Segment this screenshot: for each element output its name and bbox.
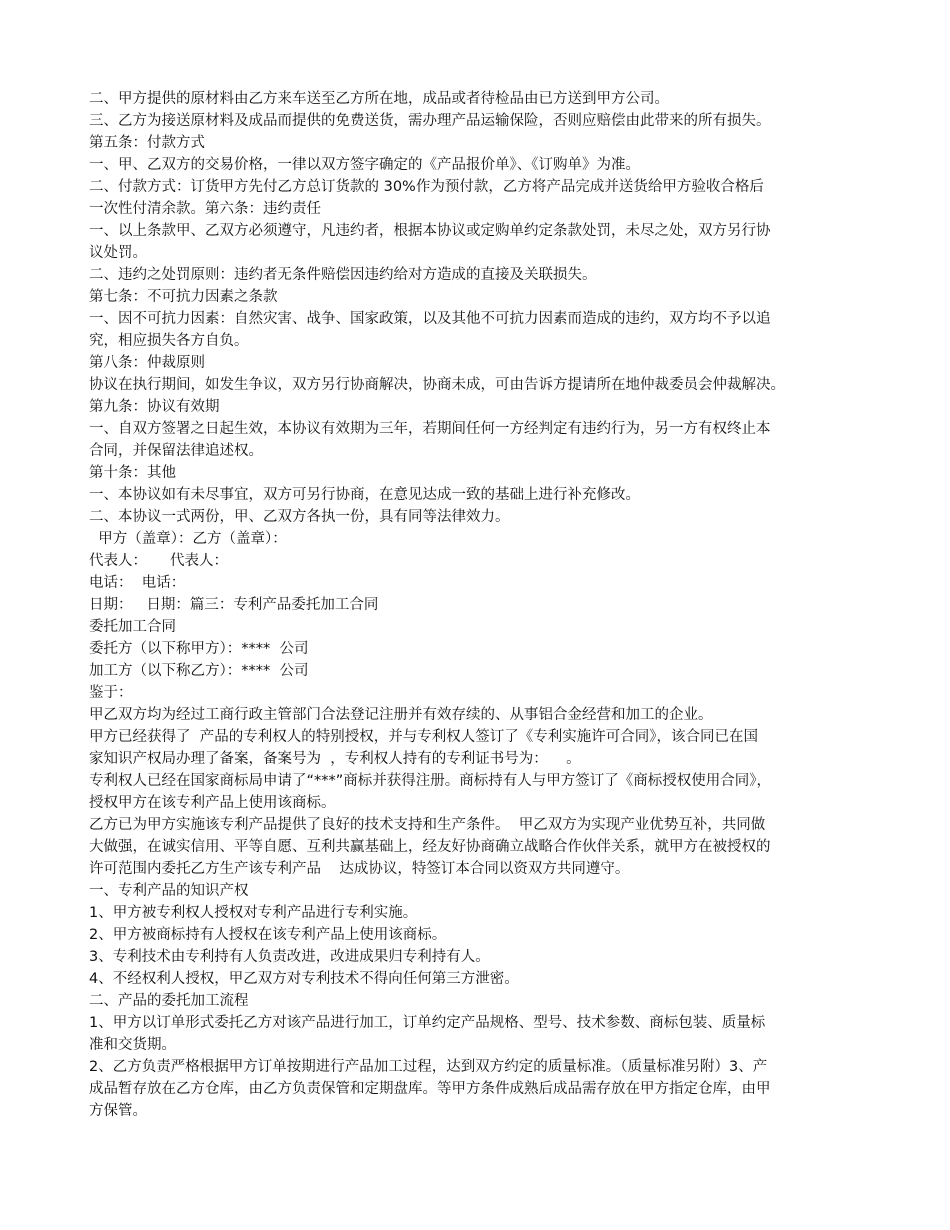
document-line: 第七条：不可抗力因素之条款 — [89, 289, 278, 305]
document-line: 协议在执行期间，如发生争议，双方另行协商解决，协商未成，可由告诉方提请所在地仲裁委员会仲裁解决。 — [89, 377, 785, 393]
document-line: 究，相应损失各方自负。 — [89, 333, 249, 349]
document-line: 2、乙方负责严格根据甲方订单按期进行产品加工过程，达到双方约定的质量标准。（质量标准另附）3、产 — [89, 1059, 768, 1075]
document-line: 3、专利技术由专利持有人负责改进，改进成果归专利持有人。 — [89, 949, 490, 965]
document-line: 许可范围内委托乙方生产该专利产品 达成协议，特签订本合同以资双方共同遵守。 — [89, 861, 630, 877]
document-line: 甲乙双方均为经过工商行政主管部门合法登记注册并有效存续的、从事铝合金经营和加工的企业。 — [89, 707, 713, 723]
document-line: 乙方已为甲方实施该专利产品提供了良好的技术支持和生产条件。 甲乙双方为实现产业优势互补，共同做 — [89, 817, 766, 833]
document-page — [89, 88, 879, 1122]
document-line: 二、甲方提供的原材料由乙方来车送至乙方所在地，成品或者待检品由已方送到甲方公司。 — [89, 91, 669, 107]
document-line: 第五条：付款方式 — [89, 135, 205, 151]
document-line: 委托方（以下称甲方）：**** 公司 — [89, 641, 309, 657]
document-line: 委托加工合同 — [89, 619, 176, 635]
document-line: 准和交货期。 — [89, 1037, 176, 1053]
document-line: 1、甲方被专利权人授权对专利产品进行专利实施。 — [89, 905, 418, 921]
document-line: 第十条：其他 — [89, 465, 176, 481]
document-line: 2、甲方被商标持有人授权在该专利产品上使用该商标。 — [89, 927, 447, 943]
document-line: 三、乙方为接送原材料及成品而提供的免费送货，需办理产品运输保险，否则应赔偿由此带来的所有损失。 — [89, 113, 771, 129]
document-line: 4、不经权利人授权，甲乙双方对专利技术不得向任何第三方泄密。 — [89, 971, 519, 987]
document-line: 甲方已经获得了 产品的专利权人的特别授权，并与专利权人签订了《专利实施许可合同》，该合同已在国 — [89, 729, 758, 745]
document-line: 一、以上条款甲、乙双方必须遵守，凡违约者，根据本协议或定购单约定条款处罚，未尽之处，双方另行协 — [89, 223, 771, 239]
document-line: 二、产品的委托加工流程 — [89, 993, 249, 1009]
document-line: 一、专利产品的知识产权 — [89, 883, 249, 899]
document-line: 二、付款方式：订货甲方先付乙方总订货款的 30%作为预付款，乙方将产品完成并送货给甲方验收合格后 — [89, 179, 764, 195]
document-line: 授权甲方在该专利产品上使用该商标。 — [89, 795, 336, 811]
document-line: 专利权人已经在国家商标局申请了“***”商标并获得注册。商标持有人与甲方签订了《商标授权使用合同》， — [89, 773, 772, 789]
document-line: 一、因不可抗力因素：自然灾害、战争、国家政策，以及其他不可抗力因素而造成的违约，双方均不予以追 — [89, 311, 771, 327]
document-line: 方保管。 — [89, 1103, 147, 1119]
document-line: 第九条：协议有效期 — [89, 399, 220, 415]
document-line: 日期： 日期：篇三：专利产品委托加工合同 — [89, 597, 379, 613]
document-line: 甲方（盖章）：乙方（盖章）： — [89, 531, 287, 547]
document-line: 加工方（以下称乙方）：**** 公司 — [89, 663, 309, 679]
document-line: 鉴于： — [89, 685, 133, 701]
document-line: 第八条：仲裁原则 — [89, 355, 205, 371]
document-line: 电话： 电话： — [89, 575, 186, 591]
document-line: 合同，并保留法律追述权。 — [89, 443, 263, 459]
document-line: 家知识产权局办理了备案，备案号为 ，专利权人持有的专利证书号为： 。 — [89, 751, 581, 767]
document-line: 1、甲方以订单形式委托乙方对该产品进行加工，订单约定产品规格、型号、技术参数、商标包装、质量标 — [89, 1015, 766, 1031]
document-line: 议处罚。 — [89, 245, 147, 261]
document-line: 大做强，在诚实信用、平等自愿、互利共赢基础上，经友好协商确立战略合作伙伴关系，就甲方在被授权的 — [89, 839, 771, 855]
document-line: 二、违约之处罚原则：违约者无条件赔偿因违约给对方造成的直接及关联损失。 — [89, 267, 597, 283]
document-line: 二、本协议一式两份，甲、乙双方各执一份，具有同等法律效力。 — [89, 509, 510, 525]
document-line: 一次性付清余款。第六条：违约责任 — [89, 201, 321, 217]
document-line: 一、本协议如有未尽事宜，双方可另行协商，在意见达成一致的基础上进行补充修改。 — [89, 487, 640, 503]
document-line: 成品暂存放在乙方仓库，由乙方负责保管和定期盘库。等甲方条件成熟后成品需存放在甲方指定仓库，由甲 — [89, 1081, 771, 1097]
document-line: 一、自双方签署之日起生效，本协议有效期为三年，若期间任何一方经判定有违约行为，另一方有权终止本 — [89, 421, 771, 437]
document-line: 代表人： 代表人： — [89, 553, 229, 569]
document-line: 一、甲、乙双方的交易价格，一律以双方签字确定的《产品报价单》、《订购单》为准。 — [89, 157, 640, 173]
